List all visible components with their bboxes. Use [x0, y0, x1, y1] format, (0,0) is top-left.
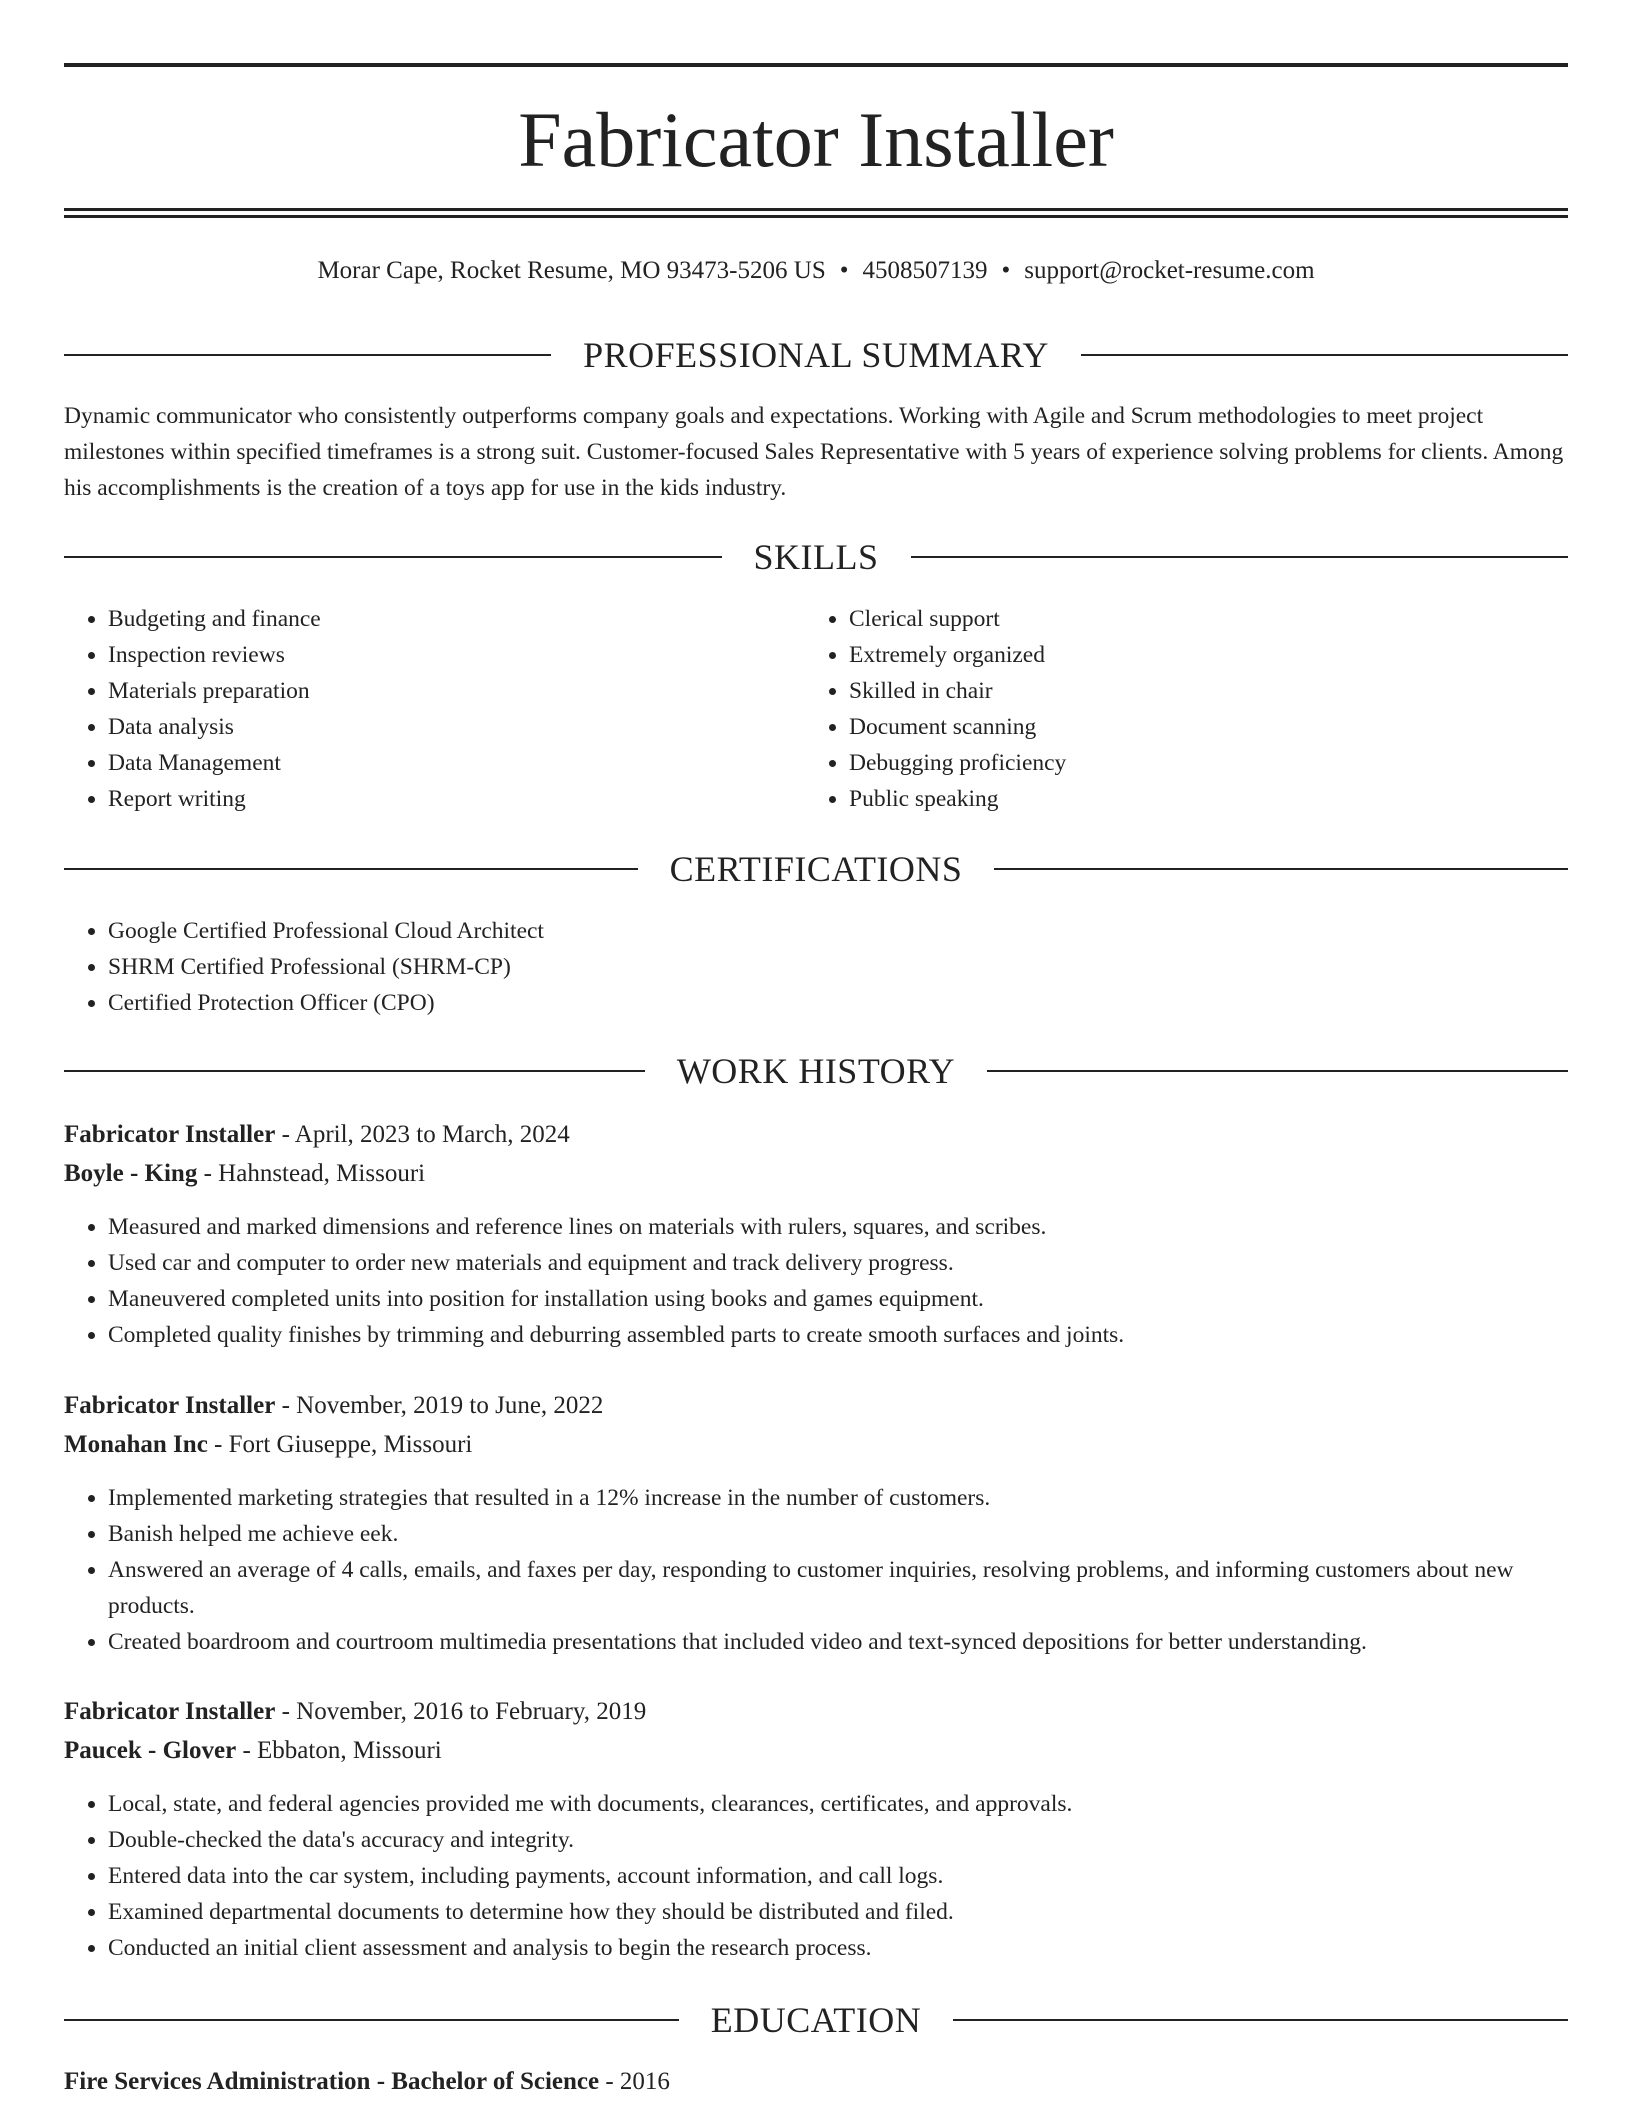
- job-dates: - April, 2023 to March, 2024: [275, 1121, 570, 1148]
- candidate-name: Fabricator Installer: [518, 96, 1114, 183]
- contact-line: [64, 254, 1568, 288]
- job-location: - Ebbaton, Missouri: [236, 1737, 442, 1764]
- job-duty: • Banish helped me achieve eek.: [108, 1516, 1568, 1552]
- job-duty: • Conducted an initial client assessment and analysis to begin the research process.: [108, 1930, 1568, 1966]
- job-duty: • Maneuvered completed units into position for installation using books and games equipment.: [108, 1281, 1568, 1317]
- skill-item: • Data analysis: [108, 709, 764, 745]
- contact-phone: 4508507139: [862, 257, 988, 284]
- job-duties: [64, 1480, 1568, 1660]
- job-company: Paucek - Glover: [64, 1737, 237, 1764]
- section-heading-text: SKILLS: [753, 537, 879, 577]
- job-duty: • Completed quality finishes by trimming and deburring assembled parts to create smooth surfaces and joints.: [108, 1317, 1568, 1353]
- heading-rule: [1081, 354, 1568, 356]
- section-heading-work-history: [64, 1049, 1568, 1093]
- job-company: Boyle - King: [64, 1160, 198, 1187]
- skill-item: • Extremely organized: [849, 637, 1505, 673]
- education-degree: Fire Services Administration - Bachelor of Science: [64, 2068, 600, 2095]
- section-heading-summary: [64, 333, 1568, 377]
- skill-item: • Data Management: [108, 745, 764, 781]
- heading-rule: [64, 2019, 679, 2021]
- job-duties-wrap: [64, 1786, 1568, 1966]
- job-employer: [64, 1426, 1568, 1464]
- certifications-list: [64, 913, 1568, 1021]
- heading-rule: [987, 1070, 1568, 1072]
- education-year: - 2016: [599, 2068, 670, 2095]
- heading-rule: [64, 1070, 645, 1072]
- certification-item: • Google Certified Professional Cloud Architect: [108, 913, 1568, 949]
- heading-rule: [64, 556, 722, 558]
- skill-item: • Debugging proficiency: [849, 745, 1505, 781]
- contact-address: Morar Cape, Rocket Resume, MO 93473-5206 US: [317, 257, 826, 284]
- contact-email: support@rocket-resume.com: [1024, 257, 1315, 284]
- job-duty: • Used car and computer to order new materials and equipment and track delivery progress.: [108, 1245, 1568, 1281]
- job-duty: • Entered data into the car system, including payments, account information, and call logs.: [108, 1858, 1568, 1894]
- section-heading-text: WORK HISTORY: [676, 1051, 956, 1091]
- job-duty: • Measured and marked dimensions and reference lines on materials with rulers, squares, and scribes.: [108, 1209, 1568, 1245]
- job-title: Fabricator Installer: [64, 1121, 276, 1148]
- job-dates: - November, 2019 to June, 2022: [275, 1392, 604, 1419]
- job-dates: - November, 2016 to February, 2019: [275, 1698, 647, 1725]
- header-top-rule: [64, 63, 1568, 67]
- job-duties: [64, 1209, 1568, 1353]
- contact-separator: •: [1001, 257, 1011, 284]
- job-duty: • Local, state, and federal agencies provided me with documents, clearances, certificates, and approvals.: [108, 1786, 1568, 1822]
- job-company: Monahan Inc: [64, 1431, 208, 1458]
- section-heading-text: CERTIFICATIONS: [669, 849, 963, 889]
- job-heading: [64, 1116, 1568, 1154]
- skills-column-left: [64, 601, 764, 817]
- job-duties-wrap: [64, 1209, 1568, 1353]
- heading-rule: [994, 868, 1568, 870]
- job-location: - Hahnstead, Missouri: [197, 1160, 426, 1187]
- section-heading-education: [64, 1998, 1568, 2042]
- job-duty: • Answered an average of 4 calls, emails, and faxes per day, responding to customer inquiries, resolving problems, and informing customers about new products.: [108, 1552, 1568, 1624]
- skill-item: • Public speaking: [849, 781, 1505, 817]
- skills-column-right: [805, 601, 1505, 817]
- job-heading: [64, 1387, 1568, 1425]
- job-duty: • Implemented marketing strategies that resulted in a 12% increase in the number of customers.: [108, 1480, 1568, 1516]
- skill-item: • Report writing: [108, 781, 764, 817]
- job-heading: [64, 1693, 1568, 1731]
- summary-text: Dynamic communicator who consistently outperforms company goals and expectations. Working with Agile and Scrum methodologies to meet project milestones within specified timeframes is a strong suit. Customer-focused Sales Representative with 5 years of experience solving problems for clients. Among his accomplishments is the creation of a toys app for use in the kids industry.: [64, 403, 1564, 501]
- job-title: Fabricator Installer: [64, 1392, 276, 1419]
- job-title: Fabricator Installer: [64, 1698, 276, 1725]
- skill-item: • Inspection reviews: [108, 637, 764, 673]
- skill-item: • Budgeting and finance: [108, 601, 764, 637]
- heading-rule: [911, 556, 1569, 558]
- job-location: - Fort Giuseppe, Missouri: [207, 1431, 473, 1458]
- job-employer: [64, 1732, 1568, 1770]
- certification-item: • Certified Protection Officer (CPO): [108, 985, 1568, 1021]
- section-heading-certifications: [64, 847, 1568, 891]
- certification-item: • SHRM Certified Professional (SHRM-CP): [108, 949, 1568, 985]
- skills-list-left: [64, 601, 764, 817]
- header-double-rule: [64, 208, 1568, 218]
- job-duty: • Examined departmental documents to determine how they should be distributed and filed.: [108, 1894, 1568, 1930]
- skill-item: • Document scanning: [849, 709, 1505, 745]
- heading-rule: [64, 354, 551, 356]
- job-duties-wrap: [64, 1480, 1568, 1660]
- job-duty: • Created boardroom and courtroom multimedia presentations that included video and text-synced depositions for better understanding.: [108, 1624, 1568, 1660]
- job-duty: • Double-checked the data's accuracy and integrity.: [108, 1822, 1568, 1858]
- skill-item: • Materials preparation: [108, 673, 764, 709]
- job-duties: [64, 1786, 1568, 1966]
- skills-list-right: [805, 601, 1505, 817]
- heading-rule: [953, 2019, 1568, 2021]
- section-heading-text: EDUCATION: [710, 2000, 922, 2040]
- section-heading-text: PROFESSIONAL SUMMARY: [583, 335, 1049, 375]
- education-entry: [64, 2063, 1568, 2101]
- skill-item: • Clerical support: [849, 601, 1505, 637]
- skill-item: • Skilled in chair: [849, 673, 1505, 709]
- certifications-list-wrap: [64, 913, 1568, 1021]
- contact-separator: •: [839, 257, 849, 284]
- job-employer: [64, 1155, 1568, 1193]
- section-heading-skills: [64, 535, 1568, 579]
- heading-rule: [64, 868, 638, 870]
